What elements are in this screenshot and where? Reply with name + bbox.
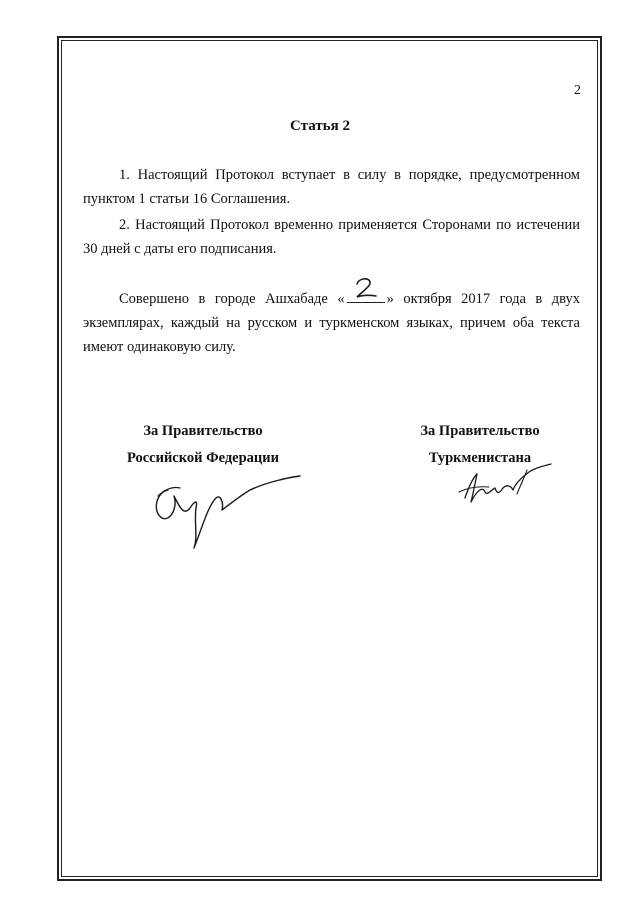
date-day-field [347, 288, 385, 303]
handwritten-date-day [351, 275, 381, 301]
article-paragraph-1: 1. Настоящий Протокол вступает в силу в порядке, предусмотренном пунктом 1 статьи 16 Соглашения. [83, 167, 580, 207]
closing-paragraph [83, 287, 580, 359]
article-paragraph-2: 2. Настоящий Протокол временно применяется Сторонами по истечении 30 дней с даты его подписания. [83, 217, 580, 257]
signatory-left-line1: За Правительство [143, 423, 263, 439]
signatory-right-line2: Туркменистана [428, 450, 532, 466]
signature-left [150, 468, 305, 553]
closing-text-after-date: » октября 2017 года в двух экземплярах, каждый на русском и туркменском языках, причем оба текста имеют одинаковую силу. [83, 291, 580, 355]
signatory-left-line2: Российской Федерации [126, 450, 279, 466]
signatory-right-line1: За Правительство [420, 423, 540, 439]
article-title: Статья 2 [290, 118, 350, 134]
signature-right [455, 460, 555, 510]
page-number: 2 [574, 83, 581, 98]
closing-text-before-date: Совершено в городе Ашхабаде « [119, 291, 345, 307]
signatory-left [103, 418, 303, 472]
